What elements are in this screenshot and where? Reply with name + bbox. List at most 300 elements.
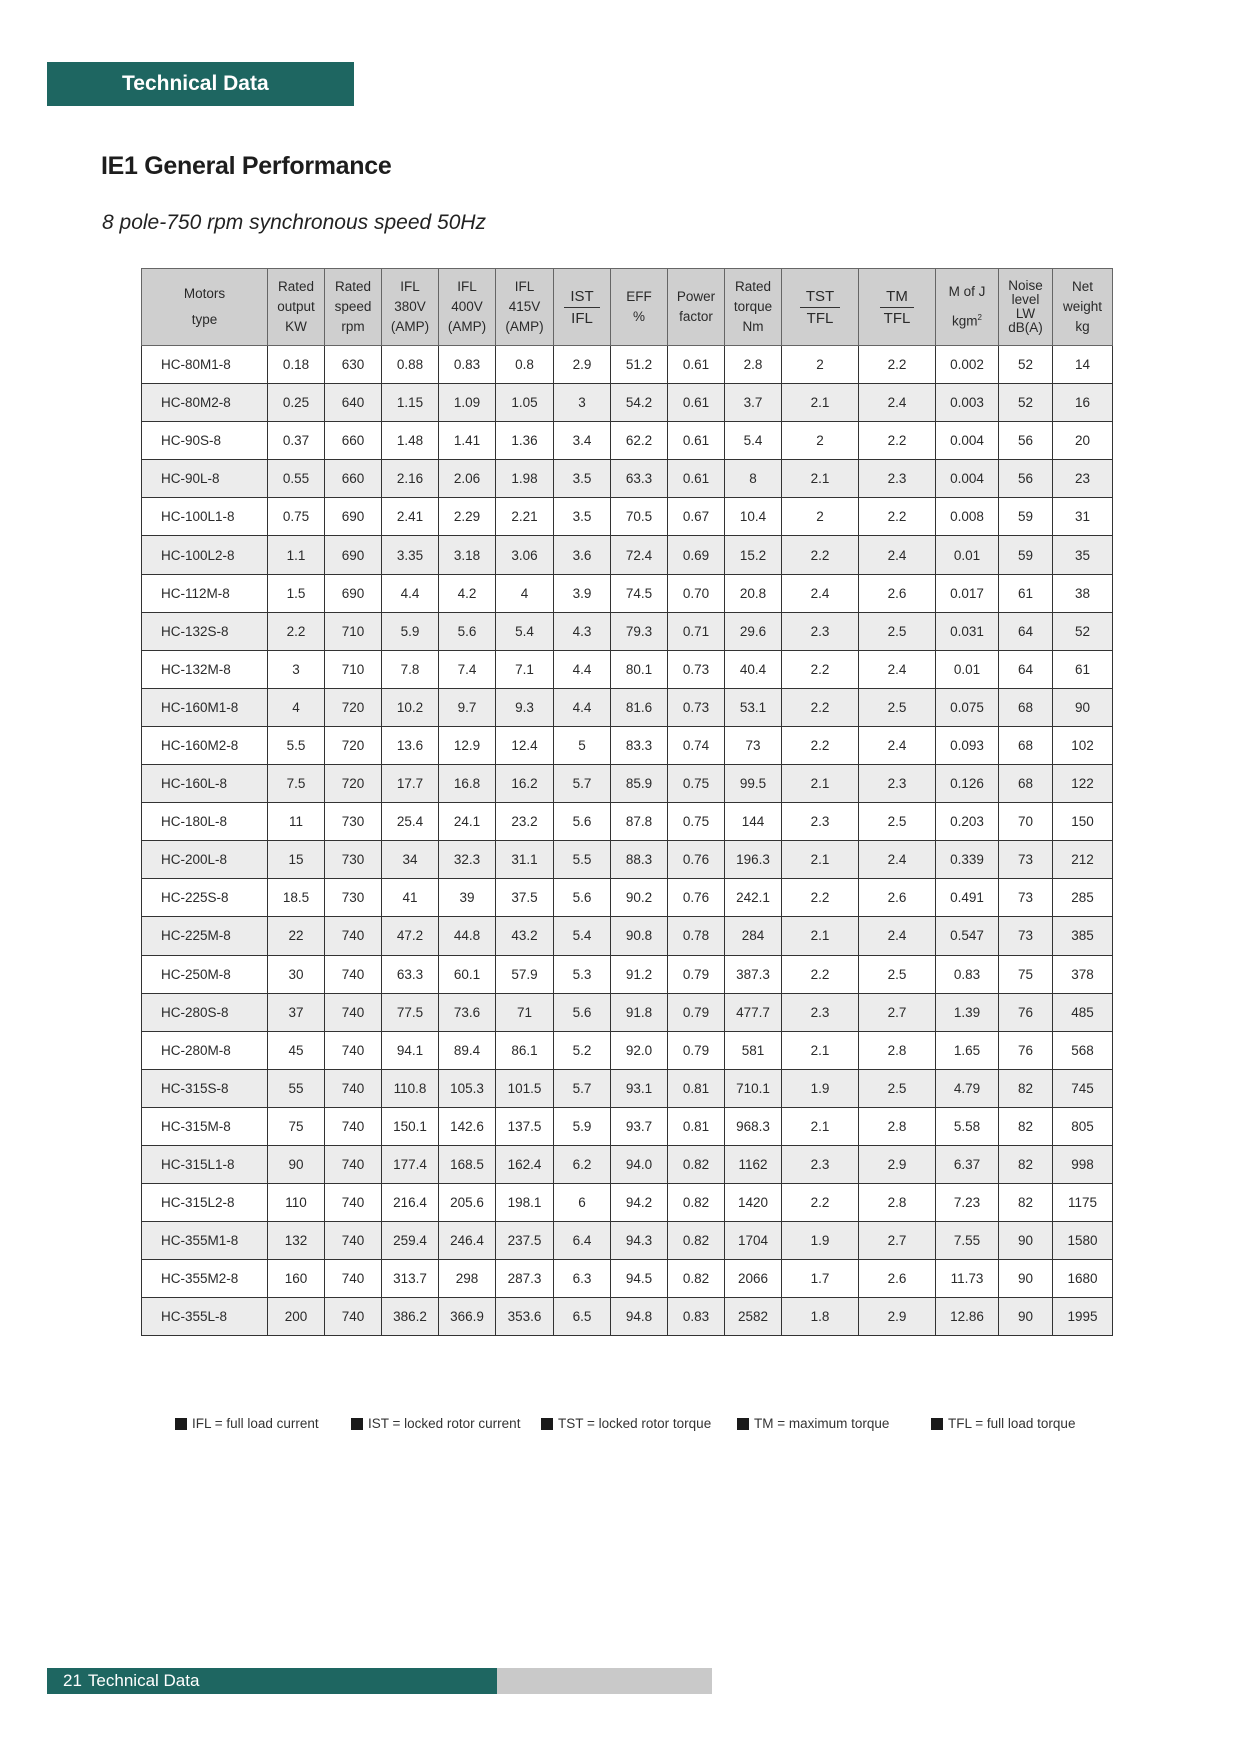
table-row [142, 1184, 1113, 1222]
cell-rated-output: 1.1 [268, 536, 325, 574]
cell-eff: 94.8 [611, 1298, 668, 1336]
cell-rated-speed: 740 [325, 993, 382, 1031]
col-ifl-400v [439, 269, 496, 346]
cell-ifl-415v: 198.1 [496, 1184, 554, 1222]
cell-tst-tfl: 2.3 [782, 803, 859, 841]
cell-eff: 94.5 [611, 1260, 668, 1298]
cell-ifl-400v: 9.7 [439, 688, 496, 726]
col-ifl-415v [496, 269, 554, 346]
cell-power-factor: 0.76 [668, 841, 725, 879]
cell-power-factor: 0.61 [668, 346, 725, 384]
cell-rated-speed: 720 [325, 765, 382, 803]
unit-text: kgm [952, 313, 978, 329]
cell-ifl-400v: 366.9 [439, 1298, 496, 1336]
legend [0, 1416, 1241, 1436]
table-header [142, 269, 1113, 346]
cell-rated-output: 75 [268, 1107, 325, 1145]
cell-rated-output: 45 [268, 1031, 325, 1069]
legend-text: IST = locked rotor current [368, 1416, 521, 1431]
cell-tst-tfl: 2.3 [782, 612, 859, 650]
cell-eff: 94.3 [611, 1222, 668, 1260]
cell-rated-speed: 630 [325, 346, 382, 384]
header-line: Motors [183, 286, 226, 301]
cell-ifl-380v: 94.1 [382, 1031, 439, 1069]
cell-power-factor: 0.75 [668, 765, 725, 803]
cell-ifl-380v: 1.48 [382, 422, 439, 460]
cell-motors-type: HC-160M2-8 [142, 726, 268, 764]
cell-ist-ifl: 5.7 [554, 765, 611, 803]
cell-eff: 80.1 [611, 650, 668, 688]
legend-item-tfl [931, 1416, 1075, 1431]
col-net-weight [1053, 269, 1113, 346]
cell-ifl-400v: 39 [439, 879, 496, 917]
col-motors-type [142, 269, 268, 346]
col-tst-tfl [782, 269, 859, 346]
header-line: Power [676, 289, 716, 304]
cell-ifl-400v: 24.1 [439, 803, 496, 841]
cell-motors-type: HC-90S-8 [142, 422, 268, 460]
cell-rated-output: 1.5 [268, 574, 325, 612]
cell-rated-output: 110 [268, 1184, 325, 1222]
cell-moment-of-inertia: 0.003 [936, 384, 999, 422]
cell-rated-output: 7.5 [268, 765, 325, 803]
cell-ifl-400v: 12.9 [439, 726, 496, 764]
cell-ifl-415v: 101.5 [496, 1069, 554, 1107]
cell-net-weight: 212 [1053, 841, 1113, 879]
cell-rated-torque: 1162 [725, 1145, 782, 1183]
cell-tst-tfl: 2.2 [782, 536, 859, 574]
cell-noise-level: 70 [999, 803, 1053, 841]
cell-ist-ifl: 3.5 [554, 498, 611, 536]
cell-motors-type: HC-132S-8 [142, 612, 268, 650]
cell-power-factor: 0.69 [668, 536, 725, 574]
cell-rated-speed: 740 [325, 1222, 382, 1260]
cell-ist-ifl: 5.5 [554, 841, 611, 879]
table-row [142, 879, 1113, 917]
cell-moment-of-inertia: 0.017 [936, 574, 999, 612]
cell-rated-torque: 581 [725, 1031, 782, 1069]
cell-tst-tfl: 2.2 [782, 688, 859, 726]
cell-tst-tfl: 2.2 [782, 955, 859, 993]
cell-ifl-400v: 3.18 [439, 536, 496, 574]
cell-net-weight: 31 [1053, 498, 1113, 536]
col-noise-level [999, 269, 1053, 346]
cell-eff: 88.3 [611, 841, 668, 879]
header-line: Rated [277, 279, 315, 294]
cell-tm-tfl: 2.3 [859, 765, 936, 803]
cell-tst-tfl: 2.1 [782, 1031, 859, 1069]
cell-eff: 62.2 [611, 422, 668, 460]
cell-ist-ifl: 5.7 [554, 1069, 611, 1107]
cell-ifl-415v: 37.5 [496, 879, 554, 917]
cell-tst-tfl: 2.4 [782, 574, 859, 612]
fraction-denominator: TFL [883, 309, 911, 327]
cell-moment-of-inertia: 0.547 [936, 917, 999, 955]
cell-motors-type: HC-355M2-8 [142, 1260, 268, 1298]
table-row [142, 1107, 1113, 1145]
cell-tst-tfl: 2.1 [782, 460, 859, 498]
cell-motors-type: HC-100L1-8 [142, 498, 268, 536]
cell-noise-level: 61 [999, 574, 1053, 612]
cell-rated-speed: 740 [325, 1260, 382, 1298]
cell-ifl-400v: 1.09 [439, 384, 496, 422]
col-eff [611, 269, 668, 346]
header-line: Noise [1008, 278, 1043, 293]
cell-ist-ifl: 6.5 [554, 1298, 611, 1336]
cell-ist-ifl: 6 [554, 1184, 611, 1222]
cell-eff: 74.5 [611, 574, 668, 612]
cell-ist-ifl: 5 [554, 726, 611, 764]
cell-net-weight: 90 [1053, 688, 1113, 726]
cell-ifl-400v: 1.41 [439, 422, 496, 460]
cell-moment-of-inertia: 0.491 [936, 879, 999, 917]
cell-ifl-415v: 1.98 [496, 460, 554, 498]
col-tm-tfl [859, 269, 936, 346]
cell-rated-torque: 29.6 [725, 612, 782, 650]
cell-motors-type: HC-160L-8 [142, 765, 268, 803]
cell-ist-ifl: 5.6 [554, 993, 611, 1031]
cell-moment-of-inertia: 7.55 [936, 1222, 999, 1260]
cell-ifl-415v: 16.2 [496, 765, 554, 803]
cell-tm-tfl: 2.2 [859, 346, 936, 384]
cell-ist-ifl: 4.3 [554, 612, 611, 650]
cell-net-weight: 378 [1053, 955, 1113, 993]
cell-net-weight: 998 [1053, 1145, 1113, 1183]
cell-rated-torque: 10.4 [725, 498, 782, 536]
cell-motors-type: HC-132M-8 [142, 650, 268, 688]
cell-rated-speed: 720 [325, 726, 382, 764]
unit-exponent: 2 [977, 313, 982, 323]
cell-tm-tfl: 2.4 [859, 536, 936, 574]
cell-ifl-380v: 17.7 [382, 765, 439, 803]
cell-rated-speed: 660 [325, 460, 382, 498]
cell-ifl-415v: 5.4 [496, 612, 554, 650]
cell-moment-of-inertia: 0.01 [936, 650, 999, 688]
cell-motors-type: HC-315L1-8 [142, 1145, 268, 1183]
cell-ist-ifl: 3 [554, 384, 611, 422]
cell-ifl-415v: 2.21 [496, 498, 554, 536]
table-row [142, 612, 1113, 650]
cell-rated-speed: 690 [325, 574, 382, 612]
cell-tst-tfl: 2 [782, 498, 859, 536]
table-row [142, 1069, 1113, 1107]
cell-moment-of-inertia: 5.58 [936, 1107, 999, 1145]
cell-tst-tfl: 2.2 [782, 650, 859, 688]
page-footer [47, 1668, 712, 1694]
cell-moment-of-inertia: 0.203 [936, 803, 999, 841]
cell-tst-tfl: 2.1 [782, 841, 859, 879]
cell-ist-ifl: 4.4 [554, 650, 611, 688]
cell-ifl-380v: 150.1 [382, 1107, 439, 1145]
cell-tst-tfl: 2.3 [782, 1145, 859, 1183]
cell-moment-of-inertia: 0.075 [936, 688, 999, 726]
cell-rated-speed: 730 [325, 879, 382, 917]
footer-section-label: Technical Data [87, 1671, 200, 1690]
col-rated-torque [725, 269, 782, 346]
cell-moment-of-inertia: 6.37 [936, 1145, 999, 1183]
cell-rated-torque: 1704 [725, 1222, 782, 1260]
cell-ifl-380v: 2.16 [382, 460, 439, 498]
header-line: Nm [742, 319, 764, 334]
cell-ifl-415v: 4 [496, 574, 554, 612]
cell-ifl-415v: 0.8 [496, 346, 554, 384]
cell-ifl-415v: 43.2 [496, 917, 554, 955]
cell-tm-tfl: 2.5 [859, 803, 936, 841]
cell-ist-ifl: 5.6 [554, 803, 611, 841]
header-line: rpm [341, 319, 365, 334]
cell-rated-speed: 640 [325, 384, 382, 422]
header-line: M of J [948, 284, 986, 300]
cell-eff: 87.8 [611, 803, 668, 841]
cell-rated-torque: 242.1 [725, 879, 782, 917]
fraction [880, 288, 914, 328]
cell-ifl-380v: 47.2 [382, 917, 439, 955]
cell-ifl-400v: 205.6 [439, 1184, 496, 1222]
fraction-numerator: TM [880, 288, 914, 308]
cell-motors-type: HC-280M-8 [142, 1031, 268, 1069]
cell-rated-speed: 690 [325, 498, 382, 536]
col-moment-of-inertia [936, 269, 999, 346]
cell-noise-level: 68 [999, 765, 1053, 803]
cell-rated-output: 30 [268, 955, 325, 993]
cell-rated-output: 0.55 [268, 460, 325, 498]
header-line: (AMP) [505, 319, 544, 334]
cell-eff: 54.2 [611, 384, 668, 422]
cell-rated-speed: 740 [325, 1184, 382, 1222]
col-ifl-380v [382, 269, 439, 346]
table-row [142, 346, 1113, 384]
table-row [142, 917, 1113, 955]
cell-power-factor: 0.71 [668, 612, 725, 650]
fraction [564, 288, 599, 328]
cell-tst-tfl: 2.1 [782, 917, 859, 955]
cell-ist-ifl: 5.9 [554, 1107, 611, 1145]
cell-rated-speed: 660 [325, 422, 382, 460]
table-row [142, 574, 1113, 612]
cell-eff: 70.5 [611, 498, 668, 536]
cell-tm-tfl: 2.9 [859, 1145, 936, 1183]
header-line: (AMP) [390, 319, 430, 334]
cell-moment-of-inertia: 0.83 [936, 955, 999, 993]
cell-rated-torque: 15.2 [725, 536, 782, 574]
cell-motors-type: HC-90L-8 [142, 460, 268, 498]
cell-ifl-400v: 0.83 [439, 346, 496, 384]
table-row [142, 1145, 1113, 1183]
table-row [142, 460, 1113, 498]
cell-net-weight: 122 [1053, 765, 1113, 803]
cell-ifl-400v: 105.3 [439, 1069, 496, 1107]
table-row [142, 993, 1113, 1031]
cell-eff: 93.7 [611, 1107, 668, 1145]
cell-rated-torque: 8 [725, 460, 782, 498]
cell-rated-torque: 196.3 [725, 841, 782, 879]
cell-power-factor: 0.81 [668, 1107, 725, 1145]
cell-net-weight: 61 [1053, 650, 1113, 688]
cell-rated-speed: 740 [325, 1298, 382, 1336]
cell-ifl-415v: 162.4 [496, 1145, 554, 1183]
cell-net-weight: 38 [1053, 574, 1113, 612]
cell-tm-tfl: 2.2 [859, 422, 936, 460]
cell-tst-tfl: 1.9 [782, 1069, 859, 1107]
header-line: IFL [457, 279, 477, 294]
cell-ifl-380v: 7.8 [382, 650, 439, 688]
cell-rated-torque: 387.3 [725, 955, 782, 993]
cell-moment-of-inertia: 0.004 [936, 460, 999, 498]
table-row [142, 650, 1113, 688]
cell-tst-tfl: 2.1 [782, 384, 859, 422]
cell-eff: 94.0 [611, 1145, 668, 1183]
cell-rated-torque: 5.4 [725, 422, 782, 460]
table-row [142, 726, 1113, 764]
cell-eff: 51.2 [611, 346, 668, 384]
cell-ifl-380v: 0.88 [382, 346, 439, 384]
cell-net-weight: 285 [1053, 879, 1113, 917]
cell-rated-output: 18.5 [268, 879, 325, 917]
cell-net-weight: 1580 [1053, 1222, 1113, 1260]
cell-tm-tfl: 2.4 [859, 726, 936, 764]
fraction-numerator: TST [800, 288, 840, 308]
header-line: IFL [400, 279, 420, 294]
legend-item-ifl [175, 1416, 319, 1431]
header-line: level [1011, 292, 1040, 307]
header-line: weight [1062, 299, 1103, 314]
cell-rated-torque: 710.1 [725, 1069, 782, 1107]
cell-moment-of-inertia: 0.002 [936, 346, 999, 384]
cell-noise-level: 90 [999, 1260, 1053, 1298]
header-line: torque [733, 299, 773, 314]
cell-rated-output: 11 [268, 803, 325, 841]
cell-net-weight: 20 [1053, 422, 1113, 460]
cell-tst-tfl: 2 [782, 346, 859, 384]
cell-motors-type: HC-250M-8 [142, 955, 268, 993]
cell-motors-type: HC-315M-8 [142, 1107, 268, 1145]
cell-ifl-415v: 137.5 [496, 1107, 554, 1145]
cell-rated-output: 2.2 [268, 612, 325, 650]
cell-tst-tfl: 1.9 [782, 1222, 859, 1260]
cell-rated-output: 55 [268, 1069, 325, 1107]
cell-power-factor: 0.79 [668, 993, 725, 1031]
cell-motors-type: HC-355M1-8 [142, 1222, 268, 1260]
cell-ifl-380v: 41 [382, 879, 439, 917]
cell-power-factor: 0.83 [668, 1298, 725, 1336]
cell-eff: 93.1 [611, 1069, 668, 1107]
section-banner [47, 62, 354, 106]
cell-tm-tfl: 2.5 [859, 955, 936, 993]
cell-ist-ifl: 4.4 [554, 688, 611, 726]
cell-ifl-380v: 34 [382, 841, 439, 879]
cell-motors-type: HC-315L2-8 [142, 1184, 268, 1222]
cell-power-factor: 0.78 [668, 917, 725, 955]
cell-tm-tfl: 2.7 [859, 1222, 936, 1260]
cell-net-weight: 805 [1053, 1107, 1113, 1145]
cell-eff: 85.9 [611, 765, 668, 803]
cell-tst-tfl: 2.1 [782, 765, 859, 803]
header-line: KW [285, 319, 307, 334]
cell-net-weight: 16 [1053, 384, 1113, 422]
cell-ifl-400v: 73.6 [439, 993, 496, 1031]
table-body [142, 346, 1113, 1336]
cell-tst-tfl: 2.3 [782, 993, 859, 1031]
cell-rated-speed: 730 [325, 803, 382, 841]
cell-ist-ifl: 5.3 [554, 955, 611, 993]
header-line: % [632, 309, 645, 324]
cell-eff: 81.6 [611, 688, 668, 726]
cell-ifl-400v: 44.8 [439, 917, 496, 955]
cell-ist-ifl: 5.2 [554, 1031, 611, 1069]
cell-net-weight: 23 [1053, 460, 1113, 498]
cell-tst-tfl: 2.1 [782, 1107, 859, 1145]
header-line: type [191, 312, 218, 327]
table-row [142, 1222, 1113, 1260]
square-bullet-icon [175, 1418, 187, 1430]
cell-motors-type: HC-100L2-8 [142, 536, 268, 574]
cell-ifl-400v: 168.5 [439, 1145, 496, 1183]
cell-ifl-380v: 77.5 [382, 993, 439, 1031]
cell-ifl-415v: 287.3 [496, 1260, 554, 1298]
cell-motors-type: HC-355L-8 [142, 1298, 268, 1336]
cell-power-factor: 0.75 [668, 803, 725, 841]
cell-net-weight: 1175 [1053, 1184, 1113, 1222]
cell-motors-type: HC-112M-8 [142, 574, 268, 612]
cell-net-weight: 485 [1053, 993, 1113, 1031]
cell-ifl-415v: 1.05 [496, 384, 554, 422]
cell-noise-level: 52 [999, 346, 1053, 384]
cell-net-weight: 568 [1053, 1031, 1113, 1069]
cell-rated-output: 22 [268, 917, 325, 955]
cell-noise-level: 90 [999, 1222, 1053, 1260]
square-bullet-icon [737, 1418, 749, 1430]
table-row [142, 1031, 1113, 1069]
cell-tm-tfl: 2.2 [859, 498, 936, 536]
cell-moment-of-inertia: 1.39 [936, 993, 999, 1031]
cell-noise-level: 73 [999, 879, 1053, 917]
cell-rated-output: 0.25 [268, 384, 325, 422]
cell-moment-of-inertia: 1.65 [936, 1031, 999, 1069]
table-row [142, 1298, 1113, 1336]
cell-eff: 91.8 [611, 993, 668, 1031]
cell-ist-ifl: 5.6 [554, 879, 611, 917]
cell-rated-speed: 740 [325, 1031, 382, 1069]
cell-rated-speed: 690 [325, 536, 382, 574]
cell-tst-tfl: 1.8 [782, 1298, 859, 1336]
cell-rated-torque: 20.8 [725, 574, 782, 612]
footer-label-bar [47, 1668, 497, 1694]
cell-ifl-400v: 142.6 [439, 1107, 496, 1145]
cell-power-factor: 0.79 [668, 1031, 725, 1069]
cell-power-factor: 0.81 [668, 1069, 725, 1107]
cell-rated-output: 0.18 [268, 346, 325, 384]
cell-motors-type: HC-225M-8 [142, 917, 268, 955]
legend-text: TST = locked rotor torque [558, 1416, 712, 1431]
col-power-factor [668, 269, 725, 346]
cell-moment-of-inertia: 0.031 [936, 612, 999, 650]
cell-net-weight: 52 [1053, 612, 1113, 650]
cell-rated-torque: 144 [725, 803, 782, 841]
cell-rated-torque: 477.7 [725, 993, 782, 1031]
header-line: 380V [394, 299, 426, 314]
cell-ifl-415v: 353.6 [496, 1298, 554, 1336]
cell-ist-ifl: 3.4 [554, 422, 611, 460]
cell-tst-tfl: 1.7 [782, 1260, 859, 1298]
page-number: 21 [63, 1671, 82, 1690]
cell-rated-speed: 730 [325, 841, 382, 879]
cell-noise-level: 59 [999, 498, 1053, 536]
cell-rated-torque: 284 [725, 917, 782, 955]
cell-rated-torque: 1420 [725, 1184, 782, 1222]
cell-tm-tfl: 2.4 [859, 650, 936, 688]
cell-tst-tfl: 2.2 [782, 1184, 859, 1222]
cell-net-weight: 1680 [1053, 1260, 1113, 1298]
